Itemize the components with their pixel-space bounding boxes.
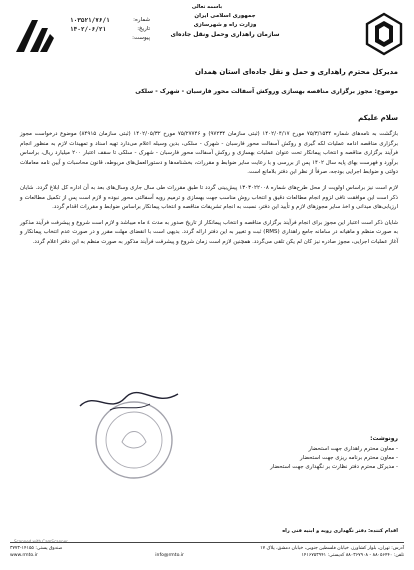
basmala: باسمه تعالی: [191, 4, 223, 10]
footer-phone: تلفن: ۸۸۰۵۶۴۴۰ - ۸۸۰۳۶۷۹۰۸ کدپستی: ۱۴۱۶۷۵۳۹۴۱: [301, 553, 404, 558]
meta-number-value: ۱۰۳۵۲۱/۷۶/۱: [70, 17, 110, 24]
letter-meta: [70, 16, 150, 43]
cc-title: رونوشت:: [370, 435, 398, 442]
ministry-line-2: وزارت راه و شهرسازی: [193, 22, 257, 28]
footer-email[interactable]: info@rmto.ir: [155, 553, 184, 558]
cc-block: [270, 434, 398, 472]
letter-header: [6, 12, 408, 58]
footer-website[interactable]: www.rmto.ir: [10, 553, 38, 558]
cc-item: - معاون محترم راهداری جهت استحضار: [308, 446, 398, 452]
meta-date-label: تاریخ:: [137, 26, 150, 32]
addressee: مدیرکل محترم راهداری و حمل و نقل جاده‌ای استان همدان: [194, 68, 398, 76]
letter-footer: [10, 542, 404, 559]
cc-item: - مدیرکل محترم دفتر نظارت بر نگهداری جهت استحضار: [270, 464, 398, 470]
body-paragraph-1: بازگشت به نامه‌های شماره ۷۵/۳/۱۵۳۴ مورخ ۱۴۰۲/۰۴/۱۷ (ثبتی سازمان ۹۷۲۳۴) و ۷۵/۲۷۷۴۶ مورخ ۱۴۰۲/۰۵/۳۲ (ثبتی سازمان ۸۴۹۱۵) موضوع درخواست مجوز برگزاری مناقصه ادامه عملیات لکه گیری و روکش آسفالت محور فارسبان - شهرک - سلکی، بدین وسیله اعلام می‌دارد تهیه اسناد و تمهیدات لازم به منظور انجام فرآیند برگزاری مناقصه و انتخاب پیمانکار تحت عنوان عملیات بهسازی و روکش آسفالت محور فارسبان - شهرک - سلکی تا سقف اعتبار ۲۰۰ میلیارد ریال، براساس برآورد و فهرست بهای پایه سال ۱۴۰۲ پس از بررسی و با رعایت سایر ضوابط و مقررات، بخشنامه‌ها و دستورالعمل‌های مربوطه، قانون محاسبات و آیین نامه معاملات دولتی و ضوابط اجرایی بودجه، صرفاً از نظر این دفتر بلامانع است.: [20, 131, 398, 176]
meta-number-row: [70, 16, 150, 25]
meta-date-row: [70, 25, 150, 34]
meta-attachment-label: پیوست:: [132, 35, 150, 41]
organization-logo-icon: [12, 14, 56, 58]
subject-line: موضوع: مجوز برگزاری مناقصه بهسازی وروکش آسفالت محور فارسبان - شهرک - سلکی: [135, 88, 398, 95]
signature-icon: [70, 386, 190, 416]
cc-item: - معاون محترم برنامه ریزی جهت استحضار: [299, 455, 398, 461]
action-office-note: اقدام کننده: دفتر نگهداری رویه و ابنیه فنی راه: [282, 528, 398, 534]
footer-address: آدرس: تهران، بلوار کشاورز، خیابان فلسطین جنوبی، خیابان دمشق، پلاک ۱۷: [260, 546, 404, 551]
meta-date-value: ۱۴۰۲/۰۶/۲۱: [70, 26, 107, 33]
ministry-line-1: جمهوری اسلامی ایران: [194, 13, 256, 19]
footer-row-1: [10, 545, 404, 552]
footer-row-2: [10, 552, 404, 559]
meta-attachment-row: [70, 34, 150, 43]
ministry-line-3: سازمان راهداری وحمل ونقل جاده‌ای: [170, 31, 280, 38]
body-paragraph-2: لازم است نیز براساس اولویت از محل طرح‌های شماره ۱۳۰۳۰۲۲۰۰۸ پیش‌بینی گردد تا طبق مقررات طی سال جاری وسال‌های بعد به آن اداره کل ابلاغ گردد. شایان ذکر است این موافقت نافی لزوم انجام مطالعات دقیق و انتخاب روش مناسب جهت بهسازی و ترمیم رویه آسفالتی محور نبوده و لازم است پس از تکمیل مطالعات و ارزیابی‌های میدانی و اخذ سایر مجوزهای لازم و تأیید این دفتر، نسبت به انجام تشریفات مناقصه و انتخاب پیمانکار براساس ضوابط و مقررات اقدام گردد.: [20, 184, 398, 211]
meta-number-label: شماره:: [133, 17, 150, 23]
footer-pobox: صندوق پستی: ۱۴۱۵۵-۳۷۷۳: [10, 546, 63, 551]
scanner-watermark: Scanned with CamScanner: [14, 539, 68, 544]
letter-body: [20, 130, 398, 254]
ministry-title-block: [150, 12, 300, 39]
body-paragraph-3: شایان ذکر است اعتبار این مجوز برای انجام فرآیند برگزاری مناقصه و انتخاب پیمانکار از تاریخ صدور به مدت ٤ ماه میباشد و لازم است شروع و پیشرفت فرآیند مذکور به صورت منظم و ماهیانه در سامانه جامع راهداری (RMS) ثبت و تغییر به این دفتر ارائه گردد. بدیهی است با انقضای مهلت مقرر و در صورت عدم انتخاب پیمانکار و آغاز عملیات اجرایی، مجوز صادره نیز کان لم یکن تلقی می‌گردد. همچنین لازم است زمان شروع و پیشرفت فرآیند مذکور به صورت منظم به این دفتر اعلام گردد.: [20, 219, 398, 245]
salutation: سلام علیکم: [358, 114, 398, 122]
ministry-logo-icon: [364, 12, 404, 56]
